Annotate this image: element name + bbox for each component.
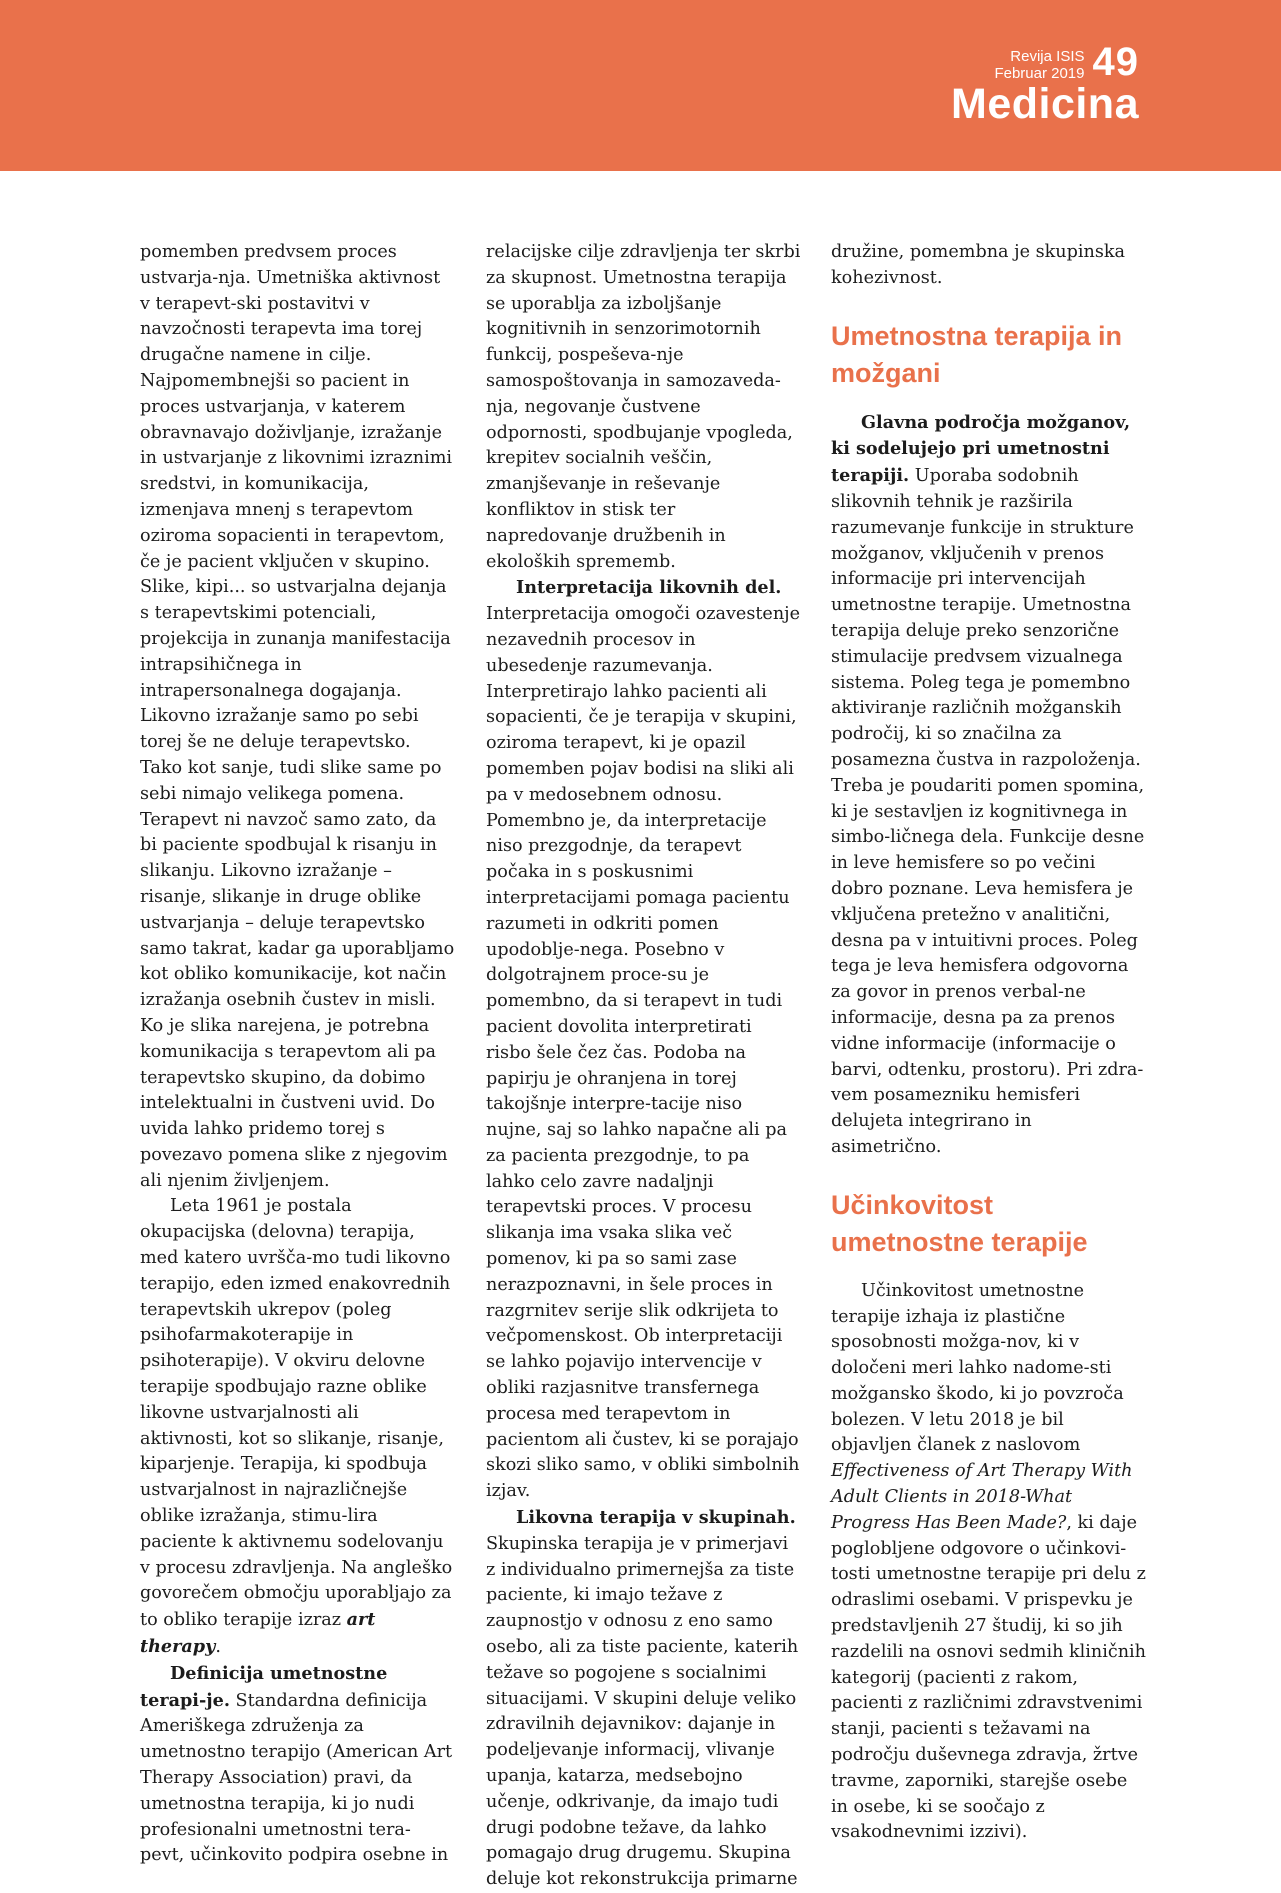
subheading-effectiveness: Učinkovitost umetnostne terapije [831,1189,1088,1257]
paragraph: Interpretacija likovnih del. Interpretacija omogoči ozavestenje nezavednih procesov in ubesedenje razumevanja. Interpretirajo lahko pacienti ali sopacienti, če je terapija v skupini, oziroma terapevt, ki je opazil pomemben pojav bodisi na sliki ali pa v medosebnem odnosu. Pomembno je, da interpretacije niso prezgodnje, da terapevt počaka in s poskusnimi interpretacijami pomaga pacientu razumeti in odkriti pomen upodoblje-nega. Posebno v dolgotrajnem proce-su je pomembno, da si terapevt in tudi pacient dovolita interpretirati risbo šele čez čas. Podoba na papirju je ohranjena in torej takojšnje interpre-tacije niso nujne, saj so lahko napačne ali pa za pacienta prezgodnje, to pa lahko celo zavre nadaljnji terapevtski proces. V procesu slikanja ima vsaka slika več pomenov, ki pa so sami zase nerazpoznavni, in šele proces in razgrnitev serije slik odkrijeta to večpomenskost. Ob interpretaciji se lahko pojavijo intervencije v obliki razjasnitve transfernega procesa med terapevtom in pacientom ali čustev, ki se porajajo skozi sliko samo, v obliki simbolnih izjav. [486,577,801,1502]
paragraph: Glavna področja možganov, ki sodelujejo pri umetnostni terapiji. Uporaba sodobnih slikovnih tehnik je razširila razumevanje funkcije in strukture možganov, vključenih v prenos informacije pri intervencijah umetnostne terapije. Umetnostna terapija deluje preko senzorične stimulacije predvsem vizualnega sistema. Poleg tega je pomembno aktiviranje različnih možganskih področij, ki so značilna za posamezna čustva in razpoloženja. Treba je poudariti pomen spomina, ki je sestavljen iz kognitivnega in simbo-ličnega dela. Funkcije desne in leve hemisfere so po večini dobro poznane. Leva hemisfera je vključena pretežno v analitični, desna pa v intuitivni proces. Poleg tega je leva hemisfera odgovorna za govor in prenos verbal-ne informacije, desna pa za prenos vidne informacije (informacije o barvi, odtenku, prostoru). Pri zdra-vem posamezniku hemisferi delujeta integrirano in asimetrično. [831,411,1145,1157]
text-column-2 [486,240,801,1893]
magazine-name: Revija ISIS [1010,48,1085,65]
paragraph: relacijske cilje zdravljenja ter skrbi za skupnost. Umetnostna terapija se uporablja za izboljšanje kognitivnih in senzorimotornih funkcij, pospeševa-nje samospoštovanja in samozaveda-nja, negovanje čustvene odpornosti, spodbujanje vpogleda, krepitev socialnih veščin, zmanjševanje in reševanje konfliktov in stisk ter napredovanje družbenih in ekoloških sprememb. [486,242,801,572]
term-art-therapy: art therapy [140,1609,376,1658]
issue-date: Februar 2019 [994,65,1085,82]
run-in-heading: Likovna terapija v skupinah. [516,1507,796,1529]
page-number: 49 [1092,40,1139,84]
issue-info [994,48,1084,82]
paragraph: pomemben predvsem proces ustvarja-nja. Umetniška aktivnost v terapevt-ski postavitvi v navzočnosti terapevta ima torej drugačne namene in cilje. Najpomembnejši so pacient in proces ustvarjanja, v katerem obravnavajo doživljanje, izražanje in ustvarjanje z likovnimi izraznimi sredstvi, in komunikacija, izmenjava mnenj s terapevtom oziroma sopacienti in terapevtom, če je pacient vključen v skupino. Slike, kipi... so ustvarjalna dejanja s terapevtskimi potenciali, projekcija in zunanja manifestacija intrapsihičnega in intrapersonalnega dogajanja. Likovno izražanje samo po sebi torej še ne deluje terapevtsko. Tako kot sanje, tudi slike same po sebi nimajo velikega pomena. Terapevt ni navzoč samo zato, da bi paciente spodbujal k risanju in slikanju. Likovno izražanje – risanje, slikanje in druge oblike ustvarjanja – deluje terapevtsko samo takrat, kadar ga uporabljamo kot obliko komunikacije, kot način izražanja osebnih čustev in misli. Ko je slika narejena, je potrebna komunikacija s terapevtom ali pa terapevtsko skupino, da dobimo intelektualni in čustveni uvid. Do uvida lahko pridemo torej s povezavo pomena slike z njegovim ali njenim življenjem. [140,242,455,1191]
paragraph: družine, pomembna je skupinska kohezivnost. [831,242,1126,288]
paragraph: Likovna terapija v skupinah. Skupinska terapija je v primerjavi z individualno primernejša za tiste paciente, ki imajo težave z zaupnostjo v odnosu z eno samo osebo, ali za tiste paciente, katerih težave so pogojene s socialnimi situacijami. V skupini deluje veliko zdravilnih dejavnikov: dajanje in podeljevanje informacij, vlivanje upanja, katarza, medsebojno učenje, odkrivanje, da imajo tudi drugi podobne težave, da lahko pomagajo drug drugemu. Skupina deluje kot rekonstrukcija primarne [486,1507,799,1890]
article-title: Effectiveness of Art Therapy With Adult Clients in 2018-What Progress Has Been Made? [831,1461,1133,1533]
paragraph: Definicija umetnostne terapi-je. Standardna definicija Ameriškega združenja za umetnostno terapijo (American Art Therapy Association) pravi, da umetnostna terapija, ki jo nudi profesionalni umetnostni tera-pevt, učinkovito podpira osebne in [140,1662,453,1866]
text-column-1 [140,240,455,1869]
section-title: Medicina [951,80,1139,128]
paragraph: Leta 1961 je postala okupacijska (delovna) terapija, med katero uvršča-mo tudi likovno terapijo, eden izmed enakovrednih terapevtskih ukrepov (poleg psihofarmakoterapije in psihoterapije). V okviru delovne terapije spodbujajo razne oblike likovne ustvarjalnosti ali aktivnosti, kot so slikanje, risanje, kiparjenje. Terapija, ki spodbuja ustvarjalnost in najrazličnejše oblike izražanja, stimu-lira paciente k aktivnemu sodelovanju v procesu zdravljenja. Na angleško govorečem območju uporabljajo za to obliko terapije izraz art therapy. [140,1196,453,1658]
text-column-3 [831,240,1146,1846]
run-in-heading: Definicija umetnostne terapi-je. [140,1662,388,1711]
run-in-heading: Interpretacija likovnih del. [516,577,782,599]
subheading-brain: Umetnostna terapija in možgani [831,320,1123,388]
run-in-heading: Glavna področja možganov, ki sodelujejo pri umetnostni terapiji. [831,411,1131,487]
paragraph: Učinkovitost umetnostne terapije izhaja iz plastične sposobnosti možga-nov, ki v določeni meri lahko nadome-sti možgansko škodo, ki jo povzroča bolezen. V letu 2018 je bil objavljen članek z naslovom Effectiveness of Art Therapy With Adult Clients in 2018-What Progress Has Been Made?, ki daje poglobljene odgovore o učinkovi-tosti umetnostne terapije pri delu z odraslimi osebami. V prispevku je predstavljenih 27 študij, ki so jih razdelili na osnovi sedmih kliničnih kategorij (pacienti z rakom, pacienti z različnimi zdravstvenimi stanji, pacienti s težavami na področju duševnega zdravja, žrtve travme, zaporniki, starejše osebe in osebe, ki se soočajo z vsakodnevnimi izzivi). [831,1280,1147,1843]
masthead [951,42,1139,126]
